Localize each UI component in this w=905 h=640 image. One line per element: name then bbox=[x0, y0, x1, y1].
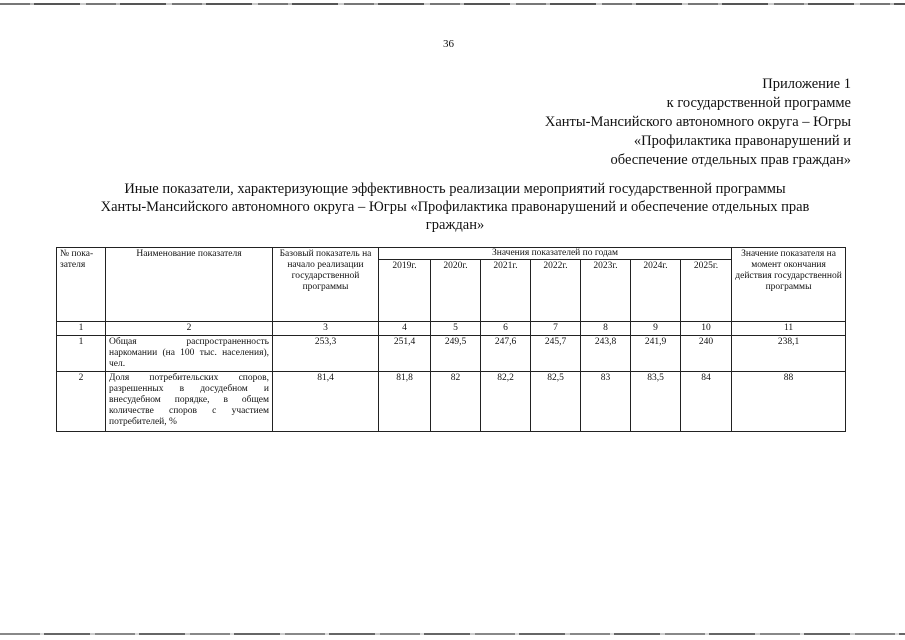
appendix-line: Приложение 1 bbox=[762, 76, 851, 92]
header-year: 2020г. bbox=[431, 260, 481, 322]
row-number: 2 bbox=[57, 372, 106, 432]
scan-edge-top bbox=[0, 3, 905, 5]
year-value: 83 bbox=[581, 372, 631, 432]
col-number: 3 bbox=[273, 322, 379, 336]
col-number: 2 bbox=[106, 322, 273, 336]
header-base: Базовый показатель на начало реализации государственной программы bbox=[273, 248, 379, 322]
year-value: 83,5 bbox=[631, 372, 681, 432]
indicators-table bbox=[56, 247, 846, 432]
header-num: № пока- зателя bbox=[57, 248, 106, 322]
column-numbers-row bbox=[57, 322, 846, 336]
appendix-line: обеспечение отдельных прав граждан» bbox=[610, 152, 851, 168]
header-year: 2024г. bbox=[631, 260, 681, 322]
col-number: 11 bbox=[732, 322, 846, 336]
col-number: 7 bbox=[531, 322, 581, 336]
year-value: 249,5 bbox=[431, 336, 481, 372]
header-year: 2022г. bbox=[531, 260, 581, 322]
table-row bbox=[57, 336, 846, 372]
col-number: 9 bbox=[631, 322, 681, 336]
final-value: 88 bbox=[732, 372, 846, 432]
header-final: Значение показателя на момент окончания действия государственной программы bbox=[732, 248, 846, 322]
year-value: 243,8 bbox=[581, 336, 631, 372]
title-line: Иные показатели, характеризующие эффективность реализации мероприятий государственной программы bbox=[124, 181, 786, 197]
header-year: 2023г. bbox=[581, 260, 631, 322]
year-value: 82,5 bbox=[531, 372, 581, 432]
year-value: 82,2 bbox=[481, 372, 531, 432]
document-title bbox=[70, 180, 840, 234]
header-year: 2021г. bbox=[481, 260, 531, 322]
header-year: 2025г. bbox=[681, 260, 732, 322]
year-value: 240 bbox=[681, 336, 732, 372]
year-value: 251,4 bbox=[379, 336, 431, 372]
final-value: 238,1 bbox=[732, 336, 846, 372]
base-value: 81,4 bbox=[273, 372, 379, 432]
appendix-line: Ханты-Мансийского автономного округа – Югры bbox=[544, 114, 851, 130]
header-year: 2019г. bbox=[379, 260, 431, 322]
indicator-name: Общая распространенность наркомании (на 100 тыс. населения), чел. bbox=[106, 336, 273, 372]
header-years-group: Значения показателей по годам bbox=[379, 248, 732, 260]
col-number: 8 bbox=[581, 322, 631, 336]
col-number: 4 bbox=[379, 322, 431, 336]
year-value: 84 bbox=[681, 372, 732, 432]
base-value: 253,3 bbox=[273, 336, 379, 372]
indicator-name: Доля потребительских споров, разрешенных в досудебном и внесудебном порядке, в общем количестве споров с участием потребителей, % bbox=[106, 372, 273, 432]
title-line: Ханты-Мансийского автономного округа – Югры «Профилактика правонарушений и обеспечение отдельных прав bbox=[100, 199, 810, 215]
year-value: 82 bbox=[431, 372, 481, 432]
header-name: Наименование показателя bbox=[106, 248, 273, 322]
row-number: 1 bbox=[57, 336, 106, 372]
scan-edge-bottom bbox=[0, 633, 905, 635]
col-number: 5 bbox=[431, 322, 481, 336]
page-number: 36 bbox=[443, 38, 454, 50]
appendix-header bbox=[545, 75, 851, 170]
header-row bbox=[57, 248, 846, 260]
year-value: 81,8 bbox=[379, 372, 431, 432]
year-value: 247,6 bbox=[481, 336, 531, 372]
table-row bbox=[57, 372, 846, 432]
col-number: 6 bbox=[481, 322, 531, 336]
appendix-line: «Профилактика правонарушений и bbox=[633, 133, 851, 149]
year-value: 241,9 bbox=[631, 336, 681, 372]
col-number: 10 bbox=[681, 322, 732, 336]
col-number: 1 bbox=[57, 322, 106, 336]
appendix-line: к государственной программе bbox=[666, 95, 851, 111]
title-line: граждан» bbox=[425, 217, 485, 233]
year-value: 245,7 bbox=[531, 336, 581, 372]
